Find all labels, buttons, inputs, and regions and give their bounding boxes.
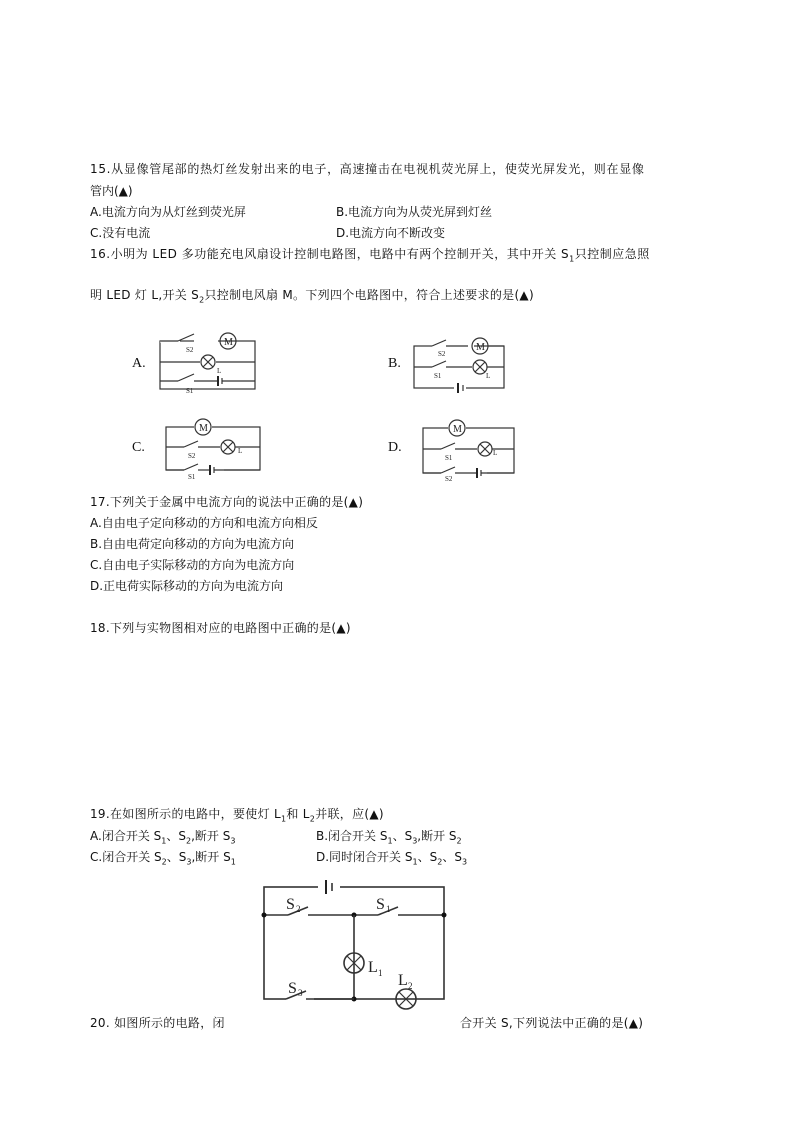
q17-option-b: B.自由电荷定向移动的方向为电流方向 [90,537,295,551]
q16-stem-line2: 明 LED 灯 L,开关 $S_2$只控制电风扇 M。下列四个电路图中，符合上述要求的是(▲) [90,288,534,305]
svg-text:L: L [486,372,491,380]
q19-option-a: A.闭合开关 $S_1$、$S_2$,断开 $S_3$ [90,829,236,846]
q17-stem: 17.下列关于金属中电流方向的说法中正确的是(▲) [90,495,364,509]
q19-circuit-figure [258,877,458,1007]
q16-stem-line1: 16.小明为 LED 多功能充电风扇设计控制电路图，电路中有两个控制开关，其中开关 $S_1$只控制应急照 [90,247,650,264]
svg-text:S: S [376,896,385,913]
svg-text:1: 1 [386,904,391,914]
q16-circuit-c [166,417,271,481]
svg-text:L: L [398,972,408,989]
svg-text:S2: S2 [438,350,446,358]
q19-option-c: C.闭合开关 $S_2$、$S_3$,断开 $S_1$ [90,850,236,867]
q20-stem-part1: 20. 如图所示的电路，闭 [90,1016,225,1030]
q15-option-a: A.电流方向为从灯丝到荧光屏 [90,205,246,219]
svg-text:S2: S2 [188,452,196,460]
q17-option-c: C.自由电子实际移动的方向为电流方向 [90,558,295,572]
svg-text:S1: S1 [445,454,453,462]
q15-option-c: C.没有电流 [90,226,151,240]
q15-stem-line1: 15.从显像管尾部的热灯丝发射出来的电子，高速撞击在电视机荧光屏上，使荧光屏发光，则在显像 [90,162,645,176]
svg-text:S: S [288,980,297,997]
svg-text:S: S [286,896,295,913]
svg-text:M: M [224,337,233,348]
svg-text:S1: S1 [188,473,196,481]
svg-text:1: 1 [378,968,383,978]
svg-text:3: 3 [298,988,303,998]
svg-text:L: L [368,959,378,976]
svg-text:2: 2 [408,981,413,991]
svg-text:S1: S1 [186,387,194,395]
q20-stem-part2: 合开关 S,下列说法中正确的是(▲) [460,1016,644,1030]
svg-text:S2: S2 [445,475,453,483]
q15-stem-line2: 管内(▲) [90,184,133,198]
q16-diagram-label-a: A. [132,356,146,371]
q16-circuit-a [160,333,270,393]
q19-option-b: B.闭合开关 $S_1$、$S_3$,断开 $S_2$ [316,829,462,846]
svg-text:M: M [476,342,485,353]
svg-text:M: M [199,423,208,434]
q19-option-d: D.同时闭合开关 $S_1$、$S_2$、$S_3$ [316,850,468,867]
svg-text:S2: S2 [186,346,194,354]
svg-text:S1: S1 [434,372,442,380]
q18-stem: 18.下列与实物图相对应的电路图中正确的是(▲) [90,621,351,635]
q16-diagram-label-b: B. [388,356,401,371]
svg-text:M: M [453,424,462,435]
q17-option-d: D.正电荷实际移动的方向为电流方向 [90,579,284,593]
q16-diagram-label-d: D. [388,440,402,455]
svg-text:2: 2 [296,904,301,914]
svg-text:L: L [493,449,498,457]
q15-option-d: D.电流方向不断改变 [336,226,446,240]
q16-circuit-b [414,337,514,397]
svg-text:L: L [217,367,222,375]
q19-stem: 19.在如图所示的电路中，要使灯 $L_1$和 $L_2$并联，应(▲) [90,807,384,824]
svg-text:L: L [238,447,243,455]
q16-circuit-d [423,419,523,483]
q15-option-b: B.电流方向为从荧光屏到灯丝 [336,205,493,219]
q17-option-a: A.自由电子定向移动的方向和电流方向相反 [90,516,318,530]
q16-diagram-label-c: C. [132,440,145,455]
